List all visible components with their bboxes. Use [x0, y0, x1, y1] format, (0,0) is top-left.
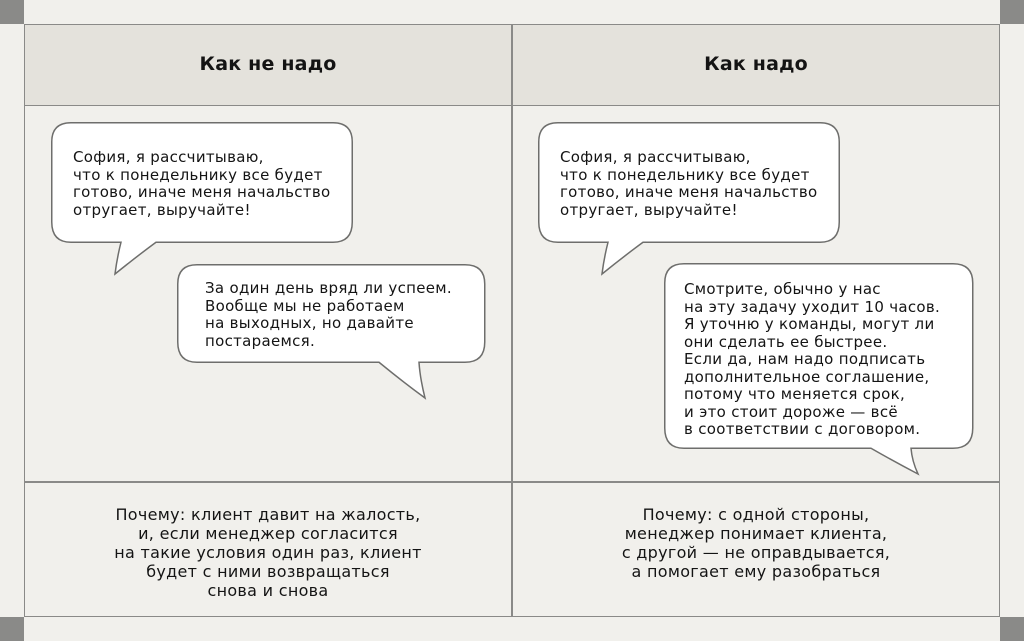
client-bubble-good: [538, 122, 840, 277]
manager-bubble-bad: [177, 264, 486, 402]
client-message-text: София, я рассчитываю, что к понедельнику все будет готово, иначе меня начальство отругает, выручайте!: [560, 148, 818, 219]
column-title-bad: Как не надо: [199, 53, 337, 75]
corner-mark: [1000, 617, 1024, 641]
corner-mark: [0, 0, 24, 24]
client-message-text: София, я рассчитываю, что к понедельнику все будет готово, иначе меня начальство отругает, выручайте!: [73, 148, 331, 219]
comparison-table: [24, 24, 1000, 617]
client-bubble-bad: [51, 122, 353, 277]
manager-reply-text: Смотрите, обычно у нас на эту задачу уходит 10 часов. Я уточню у команды, могут ли они сделать ее быстрее. Если да, нам надо подписать дополнительное соглашение, потому что меняется срок, и это стоит дороже — всё в соответствии с договором.: [684, 280, 941, 438]
row-divider: [25, 481, 999, 483]
column-title-good: Как надо: [704, 53, 808, 75]
manager-reply-text: За один день вряд ли успеем. Вообще мы не работаем на выходных, но давайте постараемся.: [205, 279, 452, 350]
manager-bubble-good: [664, 263, 974, 477]
why-explanation-good: Почему: с одной стороны, менеджер понимает клиента, с другой — не оправдывается, а помогает ему разобраться: [621, 505, 891, 581]
corner-mark: [0, 617, 24, 641]
why-explanation-bad: Почему: клиент давит на жалость, и, если менеджер согласится на такие условия один раз, клиент будет с ними возвращаться снова и снова: [114, 505, 422, 600]
corner-mark: [1000, 0, 1024, 24]
